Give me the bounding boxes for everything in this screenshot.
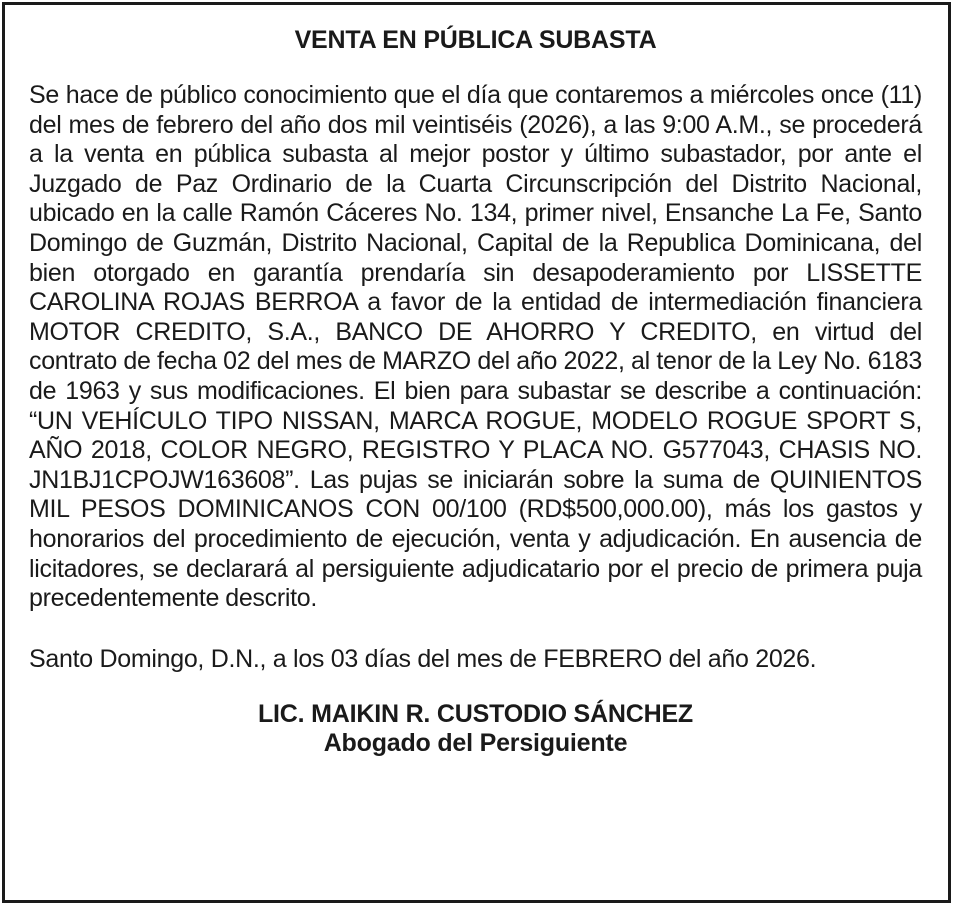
notice-title: VENTA EN PÚBLICA SUBASTA bbox=[294, 26, 657, 54]
signature-block bbox=[29, 700, 922, 758]
notice-body: Se hace de público conocimiento que el día que contaremos a miércoles once (11) del mes de febrero del año dos mil veintiséis (2026), a las 9:00 A.M., se procederá a la venta en pública subasta al mejor postor y último subastador, por ante el Juzgado de Paz Ordinario de la Cuarta Circunscripción del Distrito Nacional, ubicado en la calle Ramón Cáceres No. 134, primer nivel, Ensanche La Fe, Santo Domingo de Guzmán, Distrito Nacional, Capital de la Republica Dominicana, del bien otorgado en garantía prendaría sin desapoderamiento por LISSETTE CAROLINA ROJAS BERROA a favor de la entidad de intermediación financiera MOTOR CREDITO, S.A., BANCO DE AHORRO Y CREDITO, en virtud del contrato de fecha 02 del mes de MARZO del año 2022, al tenor de la Ley No. 6183 de 1963 y sus modificaciones. El bien para subastar se describe a continuación: “UN VEHÍCULO TIPO NISSAN, MARCA ROGUE, MODELO ROGUE SPORT S, AÑO 2018, COLOR NEGRO, REGISTRO Y PLACA NO. G577043, CHASIS NO. JN1BJ1CPOJW163608”. Las pujas se iniciarán sobre la suma de QUINIENTOS MIL PESOS DOMINICANOS CON 00/100 (RD$500,000.00), más los gastos y honorarios del procedimiento de ejecución, venta y adjudicación. En ausencia de licitadores, se declarará al persiguiente adjudicatario por el precio de primera puja precedentemente descrito. bbox=[29, 81, 922, 613]
signer-role: Abogado del Persiguiente bbox=[323, 729, 628, 758]
notice-date-line: Santo Domingo, D.N., a los 03 días del mes de FEBRERO del año 2026. bbox=[29, 644, 817, 673]
legal-notice bbox=[2, 2, 951, 903]
signer-name: LIC. MAIKIN R. CUSTODIO SÁNCHEZ bbox=[257, 700, 693, 729]
